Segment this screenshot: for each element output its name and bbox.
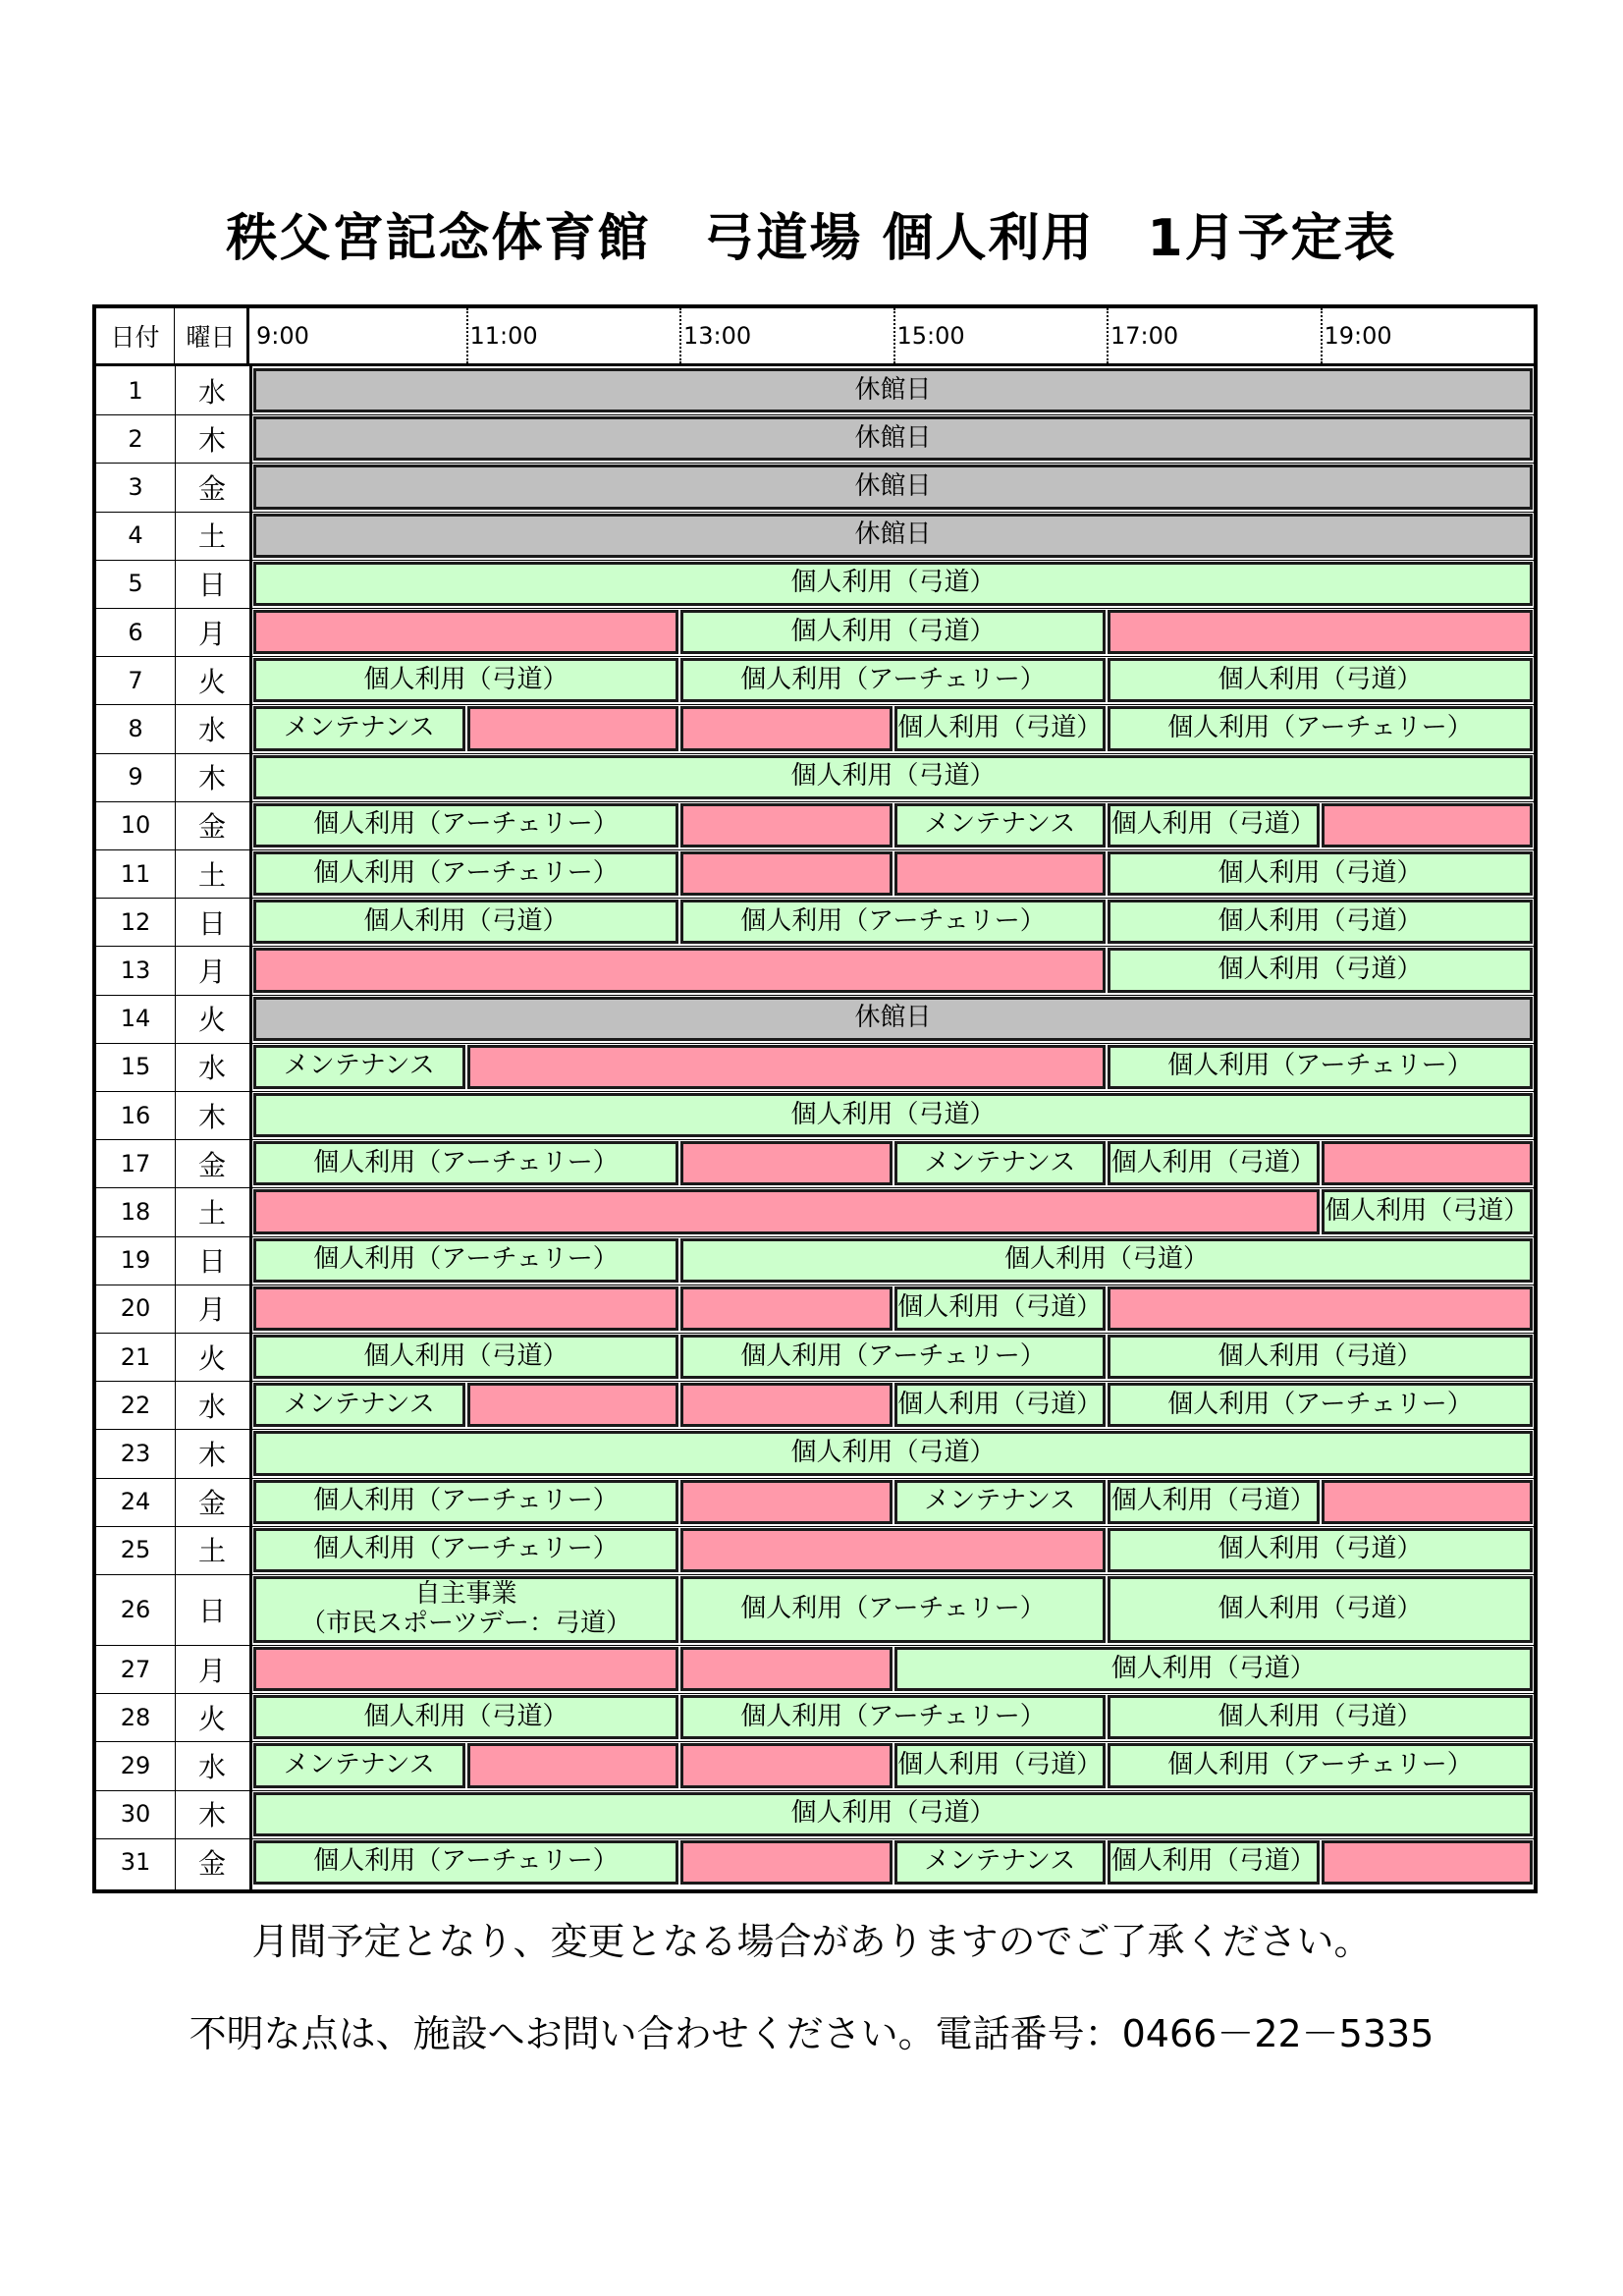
date-cell: 21: [120, 1342, 151, 1371]
booking-block: 個人利用（アーチェリー）: [680, 1695, 1106, 1739]
date-cell: 27: [120, 1655, 151, 1683]
time-tick: [466, 308, 468, 363]
weekday-cell: 火: [197, 665, 226, 698]
row-divider: [96, 704, 1534, 705]
booking-block: 個人利用（アーチェリー）: [253, 1141, 678, 1185]
open-slot-block: [253, 1189, 1320, 1233]
booking-block: メンテナンス: [253, 1045, 465, 1089]
weekday-cell: 木: [197, 1100, 226, 1133]
row-divider: [96, 946, 1534, 947]
date-cell: 12: [120, 907, 151, 936]
booking-block: 個人利用（弓道）: [1108, 1141, 1320, 1185]
weekday-cell: 金: [197, 471, 226, 505]
row-divider: [96, 849, 1534, 850]
open-slot-block: [680, 1480, 893, 1524]
weekday-cell: 日: [197, 1245, 226, 1279]
booking-block: 個人利用（弓道）: [1108, 1695, 1533, 1739]
time-tick: [679, 308, 681, 363]
weekday-cell: 水: [197, 713, 226, 746]
booking-block: 個人利用（アーチェリー）: [1108, 1383, 1533, 1427]
time-label: 19:00: [1324, 322, 1392, 350]
date-cell: 23: [120, 1439, 151, 1467]
booking-block: 個人利用（弓道）: [680, 1238, 1533, 1283]
booking-block: 個人利用（弓道）: [1108, 1528, 1533, 1572]
booking-block: 個人利用（弓道）: [253, 900, 678, 944]
date-cell: 30: [120, 1800, 151, 1829]
notice-change: 月間予定となり、変更となる場合がありますのでご了承ください。: [251, 1920, 1372, 1963]
booking-block: 個人利用（弓道）: [253, 755, 1533, 799]
open-slot-block: [1108, 1286, 1533, 1331]
booking-block: 個人利用（弓道）: [1108, 1840, 1320, 1885]
date-cell: 18: [120, 1197, 151, 1226]
date-cell: 19: [120, 1246, 151, 1275]
weekday-cell: 日: [197, 569, 226, 602]
open-slot-block: [680, 1743, 893, 1787]
weekday-cell: 水: [197, 1052, 226, 1085]
booking-block: 個人利用（弓道）: [253, 1792, 1533, 1836]
open-slot-block: [253, 610, 678, 654]
weekday-cell: 月: [197, 955, 226, 988]
notice-contact: 不明な点は、施設へお問い合わせください。電話番号：0466－22－5335: [189, 2012, 1434, 2055]
row-divider: [96, 995, 1534, 996]
open-slot-block: [253, 948, 1106, 992]
booking-block: 自主事業 （市民スポーツデー：弓道）: [253, 1576, 678, 1643]
open-slot-block: [680, 803, 893, 847]
row-divider: [96, 1693, 1534, 1694]
booking-block: メンテナンス: [253, 1383, 465, 1427]
weekday-cell: 土: [197, 1535, 226, 1568]
row-divider: [96, 560, 1534, 561]
date-cell: 25: [120, 1536, 151, 1564]
booking-block: メンテナンス: [894, 1480, 1107, 1524]
booking-block: メンテナンス: [894, 803, 1107, 847]
date-cell: 31: [120, 1848, 151, 1877]
open-slot-block: [253, 1647, 678, 1691]
booking-block: 個人利用（弓道）: [894, 1383, 1107, 1427]
time-label: 9:00: [256, 322, 309, 350]
booking-block: 個人利用（アーチェリー）: [1108, 1743, 1533, 1787]
time-label: 17:00: [1110, 322, 1179, 350]
booking-block: 個人利用（弓道）: [253, 658, 678, 702]
time-label: 15:00: [896, 322, 965, 350]
date-cell: 16: [120, 1101, 151, 1129]
booking-block: 個人利用（弓道）: [1108, 948, 1533, 992]
closed-block: 休館日: [253, 368, 1533, 412]
time-tick: [1107, 308, 1109, 363]
row-divider: [96, 608, 1534, 609]
booking-block: 個人利用（弓道）: [1108, 1576, 1533, 1643]
booking-block: 個人利用（アーチェリー）: [253, 1840, 678, 1885]
booking-block: メンテナンス: [894, 1840, 1107, 1885]
row-divider: [96, 463, 1534, 464]
booking-block: 個人利用（アーチェリー）: [253, 1238, 678, 1283]
closed-block: 休館日: [253, 514, 1533, 558]
open-slot-block: [253, 1286, 678, 1331]
open-slot-block: [680, 1383, 893, 1427]
row-divider: [96, 1381, 1534, 1382]
booking-block: 個人利用（弓道）: [1108, 1335, 1533, 1379]
booking-block: 個人利用（アーチェリー）: [253, 1480, 678, 1524]
weekday-cell: 火: [197, 1341, 226, 1375]
row-divider: [96, 1043, 1534, 1044]
booking-block: 個人利用（弓道）: [894, 706, 1107, 750]
date-cell: 17: [120, 1149, 151, 1177]
date-cell: 6: [128, 618, 143, 646]
date-cell: 1: [128, 376, 143, 405]
weekday-cell: 月: [197, 1654, 226, 1687]
weekday-column-header: 曜日: [175, 308, 249, 363]
open-slot-block: [680, 1286, 893, 1331]
row-divider: [96, 414, 1534, 415]
date-column-header: 日付: [96, 308, 175, 363]
date-cell: 5: [128, 570, 143, 598]
weekday-cell: 土: [197, 858, 226, 892]
open-slot-block: [680, 1141, 893, 1185]
booking-block: 個人利用（弓道）: [253, 1431, 1533, 1475]
row-divider: [96, 753, 1534, 754]
booking-block: 個人利用（アーチェリー）: [253, 803, 678, 847]
date-cell: 2: [128, 424, 143, 453]
row-divider: [96, 1236, 1534, 1237]
weekday-cell: 日: [197, 1595, 226, 1627]
row-divider: [96, 1645, 1534, 1646]
weekday-cell: 土: [197, 1196, 226, 1230]
header-divider: [96, 363, 1534, 366]
time-label: 11:00: [469, 322, 538, 350]
row-divider: [96, 1429, 1534, 1430]
weekday-cell: 木: [197, 762, 226, 795]
booking-block: 個人利用（アーチェリー）: [680, 1335, 1106, 1379]
booking-block: 個人利用（アーチェリー）: [680, 658, 1106, 702]
open-slot-block: [1322, 1480, 1534, 1524]
row-divider: [96, 1741, 1534, 1742]
booking-block: 個人利用（アーチェリー）: [1108, 1045, 1533, 1089]
weekday-cell: 火: [197, 1004, 226, 1037]
booking-block: 個人利用（弓道）: [1108, 851, 1533, 896]
row-divider: [96, 1091, 1534, 1092]
open-slot-block: [680, 1840, 893, 1885]
booking-block: 個人利用（アーチェリー）: [253, 1528, 678, 1572]
row-divider: [96, 1333, 1534, 1334]
weekday-cell: 木: [197, 423, 226, 457]
booking-block: メンテナンス: [253, 706, 465, 750]
booking-block: 個人利用（弓道）: [253, 1695, 678, 1739]
open-slot-block: [1322, 1141, 1534, 1185]
booking-block: メンテナンス: [253, 1743, 465, 1787]
weekday-cell: 月: [197, 1293, 226, 1327]
date-cell: 20: [120, 1294, 151, 1323]
booking-block: 個人利用（弓道）: [894, 1647, 1534, 1691]
date-cell: 29: [120, 1751, 151, 1779]
closed-block: 休館日: [253, 997, 1533, 1041]
weekday-cell: 金: [197, 1487, 226, 1520]
row-divider: [96, 1838, 1534, 1839]
booking-block: 個人利用（弓道）: [1108, 1480, 1320, 1524]
date-cell: 14: [120, 1005, 151, 1033]
date-cell: 4: [128, 521, 143, 550]
booking-block: 個人利用（弓道）: [894, 1743, 1107, 1787]
weekday-cell: 土: [197, 520, 226, 554]
booking-block: 個人利用（弓道）: [894, 1286, 1107, 1331]
row-divider: [96, 656, 1534, 657]
row-divider: [96, 1139, 1534, 1140]
open-slot-block: [1322, 803, 1534, 847]
booking-block: メンテナンス: [894, 1141, 1107, 1185]
time-tick: [893, 308, 895, 363]
booking-block: 個人利用（アーチェリー）: [1108, 706, 1533, 750]
time-tick: [1321, 308, 1323, 363]
weekday-cell: 日: [197, 906, 226, 940]
open-slot-block: [680, 851, 893, 896]
open-slot-block: [1108, 610, 1533, 654]
booking-block: 個人利用（弓道）: [1108, 900, 1533, 944]
date-cell: 8: [128, 714, 143, 742]
row-divider: [96, 512, 1534, 513]
row-divider: [96, 1478, 1534, 1479]
weekday-cell: 水: [197, 1750, 226, 1783]
row-divider: [96, 1574, 1534, 1575]
date-cell: 3: [128, 472, 143, 501]
open-slot-block: [680, 1528, 1106, 1572]
booking-block: 個人利用（弓道）: [253, 1093, 1533, 1137]
booking-block: 個人利用（弓道）: [680, 610, 1106, 654]
date-cell: 15: [120, 1053, 151, 1081]
open-slot-block: [467, 1045, 1107, 1089]
time-label: 13:00: [683, 322, 752, 350]
date-cell: 22: [120, 1391, 151, 1419]
date-cell: 24: [120, 1488, 151, 1516]
row-divider: [96, 1526, 1534, 1527]
date-cell: 7: [128, 666, 143, 694]
open-slot-block: [467, 1383, 679, 1427]
open-slot-block: [467, 706, 679, 750]
open-slot-block: [1322, 1840, 1534, 1885]
open-slot-block: [680, 706, 893, 750]
booking-block: 個人利用（アーチェリー）: [680, 900, 1106, 944]
weekday-cell: 金: [197, 810, 226, 844]
column-divider: [249, 366, 252, 1889]
weekday-cell: 月: [197, 617, 226, 650]
booking-block: 個人利用（弓道）: [253, 1335, 678, 1379]
closed-block: 休館日: [253, 416, 1533, 461]
row-divider: [96, 801, 1534, 802]
booking-block: 個人利用（アーチェリー）: [680, 1576, 1106, 1643]
row-divider: [96, 1187, 1534, 1188]
weekday-cell: 木: [197, 1799, 226, 1832]
date-cell: 28: [120, 1703, 151, 1731]
booking-block: 個人利用（弓道）: [1322, 1189, 1534, 1233]
weekday-cell: 水: [197, 1390, 226, 1423]
date-cell: 9: [128, 763, 143, 792]
booking-block: 個人利用（弓道）: [253, 562, 1533, 606]
open-slot-block: [467, 1743, 679, 1787]
row-divider: [96, 898, 1534, 899]
booking-block: 個人利用（アーチェリー）: [253, 851, 678, 896]
weekday-cell: 金: [197, 1148, 226, 1181]
date-cell: 10: [120, 811, 151, 840]
weekday-cell: 火: [197, 1702, 226, 1735]
date-cell: 11: [120, 859, 151, 888]
weekday-cell: 水: [197, 375, 226, 409]
booking-block: 個人利用（弓道）: [1108, 803, 1320, 847]
closed-block: 休館日: [253, 465, 1533, 509]
date-cell: 13: [120, 956, 151, 984]
booking-block: 個人利用（弓道）: [1108, 658, 1533, 702]
row-divider: [96, 1790, 1534, 1791]
schedule-table: [92, 304, 1538, 1893]
open-slot-block: [894, 851, 1107, 896]
open-slot-block: [680, 1647, 893, 1691]
page-title: 秩父宮記念体育館 弓道場 個人利用 1月予定表: [226, 209, 1397, 268]
date-cell: 26: [120, 1596, 151, 1623]
weekday-cell: 金: [197, 1847, 226, 1881]
weekday-cell: 木: [197, 1438, 226, 1471]
